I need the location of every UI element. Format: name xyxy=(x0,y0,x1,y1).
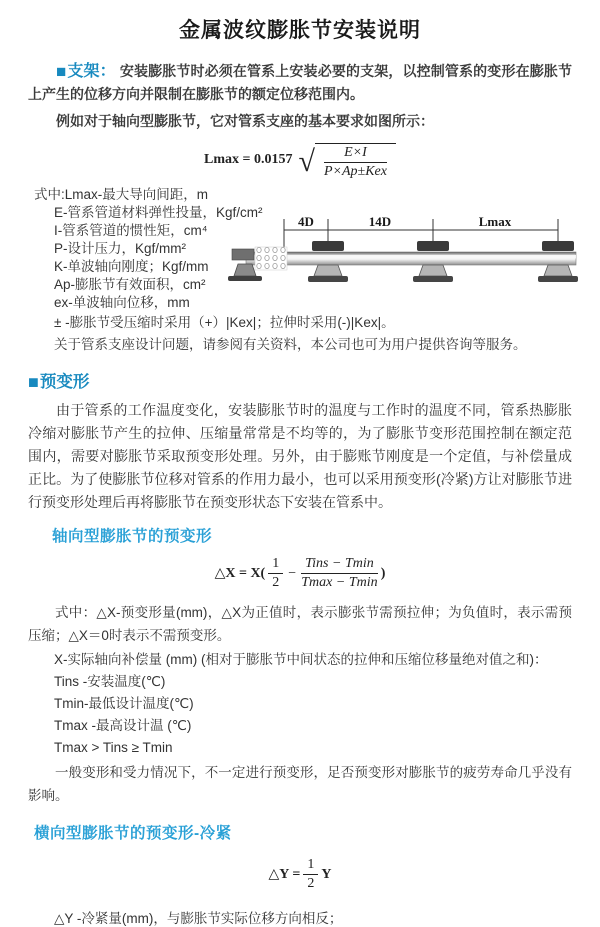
support-example-text: 例如对于轴向型膨胀节，它对管系支座的基本要求如图所示： xyxy=(56,113,434,129)
dim-label-14d: 14D xyxy=(368,214,392,230)
section-square-icon: ■ xyxy=(28,372,39,393)
formula-half-denominator: 2 xyxy=(272,575,280,591)
formula-denominator: Tmax − Tmin xyxy=(301,575,378,591)
lmax-formula: Lmax = 0.0157 √ $\frac{E\times I}{\text{P×Ap±Kex}}$ xyxy=(28,141,572,178)
predeform-section-label: 预变形 xyxy=(39,373,90,392)
predeform-section-header xyxy=(28,368,572,393)
definition-line: P-设计压力，Kgf/mm² xyxy=(54,241,187,257)
axial-explain-text: 式中：△X-预变形量(mm)，△X为正值时，表示膨张节需预拉伸；为负值时，表示需预压缩；△X＝0时表示不需预变形。 xyxy=(28,605,572,644)
support-section-label: 支架： xyxy=(67,63,116,80)
lateral-subheading: 横向型膨胀节的预变形-冷紧 xyxy=(34,825,232,843)
plus-minus-note: ± -膨胀节受压缩时采用（+）|Kex|；拉伸时采用(-)|Kex|。 xyxy=(54,315,395,331)
formula-lhs: Lmax = 0.0157 xyxy=(204,151,293,167)
dim-label-lmax: Lmax xyxy=(478,214,512,230)
variable-line: Tins -安装温度(℃) xyxy=(54,674,166,690)
definition-line: E-管系管道材料弹性投量，Kgf/cm² xyxy=(54,205,263,221)
definition-line: Ap-膨胀节有效面积，cm² xyxy=(54,277,206,293)
definition-line: I-管系管道的惯性矩，cm⁴ xyxy=(54,223,208,239)
lateral-coldtight-formula xyxy=(28,857,572,892)
pipe-support-diagram xyxy=(228,214,578,294)
bellows-icon xyxy=(255,247,287,270)
variable-line: Tmin-最低设计温度(℃) xyxy=(54,696,194,712)
formula-denominator: P×Ap±Kex xyxy=(323,164,387,180)
predeform-body-text: 由于管系的工作温度变化，安装膨胀节时的温度与工作时的温度不同，管系热膨胀冷缩对膨胀节产生的拉伸、压缩量常常是不均等的，为了膨胀节变形范围控制在额定范围内，需要对膨胀节采取预变形处理。另外，由于膨账节刚度是一个定值，与补偿量成正比。为了使膨胀节位移对管系的作用力最小，也可以采用预变形(冷紧)方让对膨胀节进行预变形处理后再将膨胀节在预变形状态下安装在管系中。 xyxy=(28,402,572,511)
definition-line: 式中:Lmax-最大导向间距，m xyxy=(34,187,209,203)
dim-label-4d: 4D xyxy=(298,214,314,230)
variable-line: Tmax -最高设计温 (℃) xyxy=(54,718,192,734)
section-square-icon: ■ xyxy=(56,62,67,81)
formula-numerator: 1 xyxy=(303,857,318,875)
definition-line: ex-单波轴向位移，mm xyxy=(54,295,190,311)
axial-note-text: 一般变形和受力情况下，不一定进行预变形，足否预变形对膨胀节的疲劳寿命几乎没有影响。 xyxy=(28,765,572,804)
variable-line: X-实际轴向补偿量 (mm) (相对于膨胀节中间状态的拉伸和压缩位移量绝对值之和)： xyxy=(54,652,548,668)
axial-subheading: 轴向型膨胀节的预变形 xyxy=(52,528,213,546)
formula-numerator: Tins − Tmin xyxy=(301,556,378,574)
formula-numerator: E×I xyxy=(324,145,387,163)
formula-half-numerator: 1 xyxy=(268,556,283,574)
formula-rhs: Y xyxy=(321,867,332,883)
consulting-note: 关于管系支座设计问题，请参阅有关资料，本公司也可为用户提供咨询等服务。 xyxy=(54,337,527,353)
support-intro-text: 安装膨胀节时必须在管系上安装必要的支架，以控制管系的变形在膨胀节上产生的位移方向并限制在膨胀节的额定位移范围内。 xyxy=(28,63,572,102)
minus-operator: − xyxy=(288,566,297,581)
definition-line: K-单波轴向刚度；Kgf/mm xyxy=(54,259,209,275)
pipe-highlight xyxy=(246,255,576,259)
formula-lhs: △X = X( xyxy=(214,566,266,581)
support-section-paragraph xyxy=(28,60,572,106)
page-title: 金属波纹膨胀节安装说明 xyxy=(179,19,421,42)
lateral-note-text: △Y -冷紧量(mm)，与膨胀节实际位移方向相反； xyxy=(54,910,343,926)
definitions-and-diagram xyxy=(28,186,572,354)
formula-rhs: ) xyxy=(380,566,386,581)
axial-predeform-formula xyxy=(28,556,572,591)
axial-variables-list xyxy=(28,649,572,759)
formula-lhs: △Y = xyxy=(268,867,301,883)
variable-line: Tmax > Tins ≥ Tmin xyxy=(54,740,173,756)
formula-denominator: 2 xyxy=(307,876,315,892)
